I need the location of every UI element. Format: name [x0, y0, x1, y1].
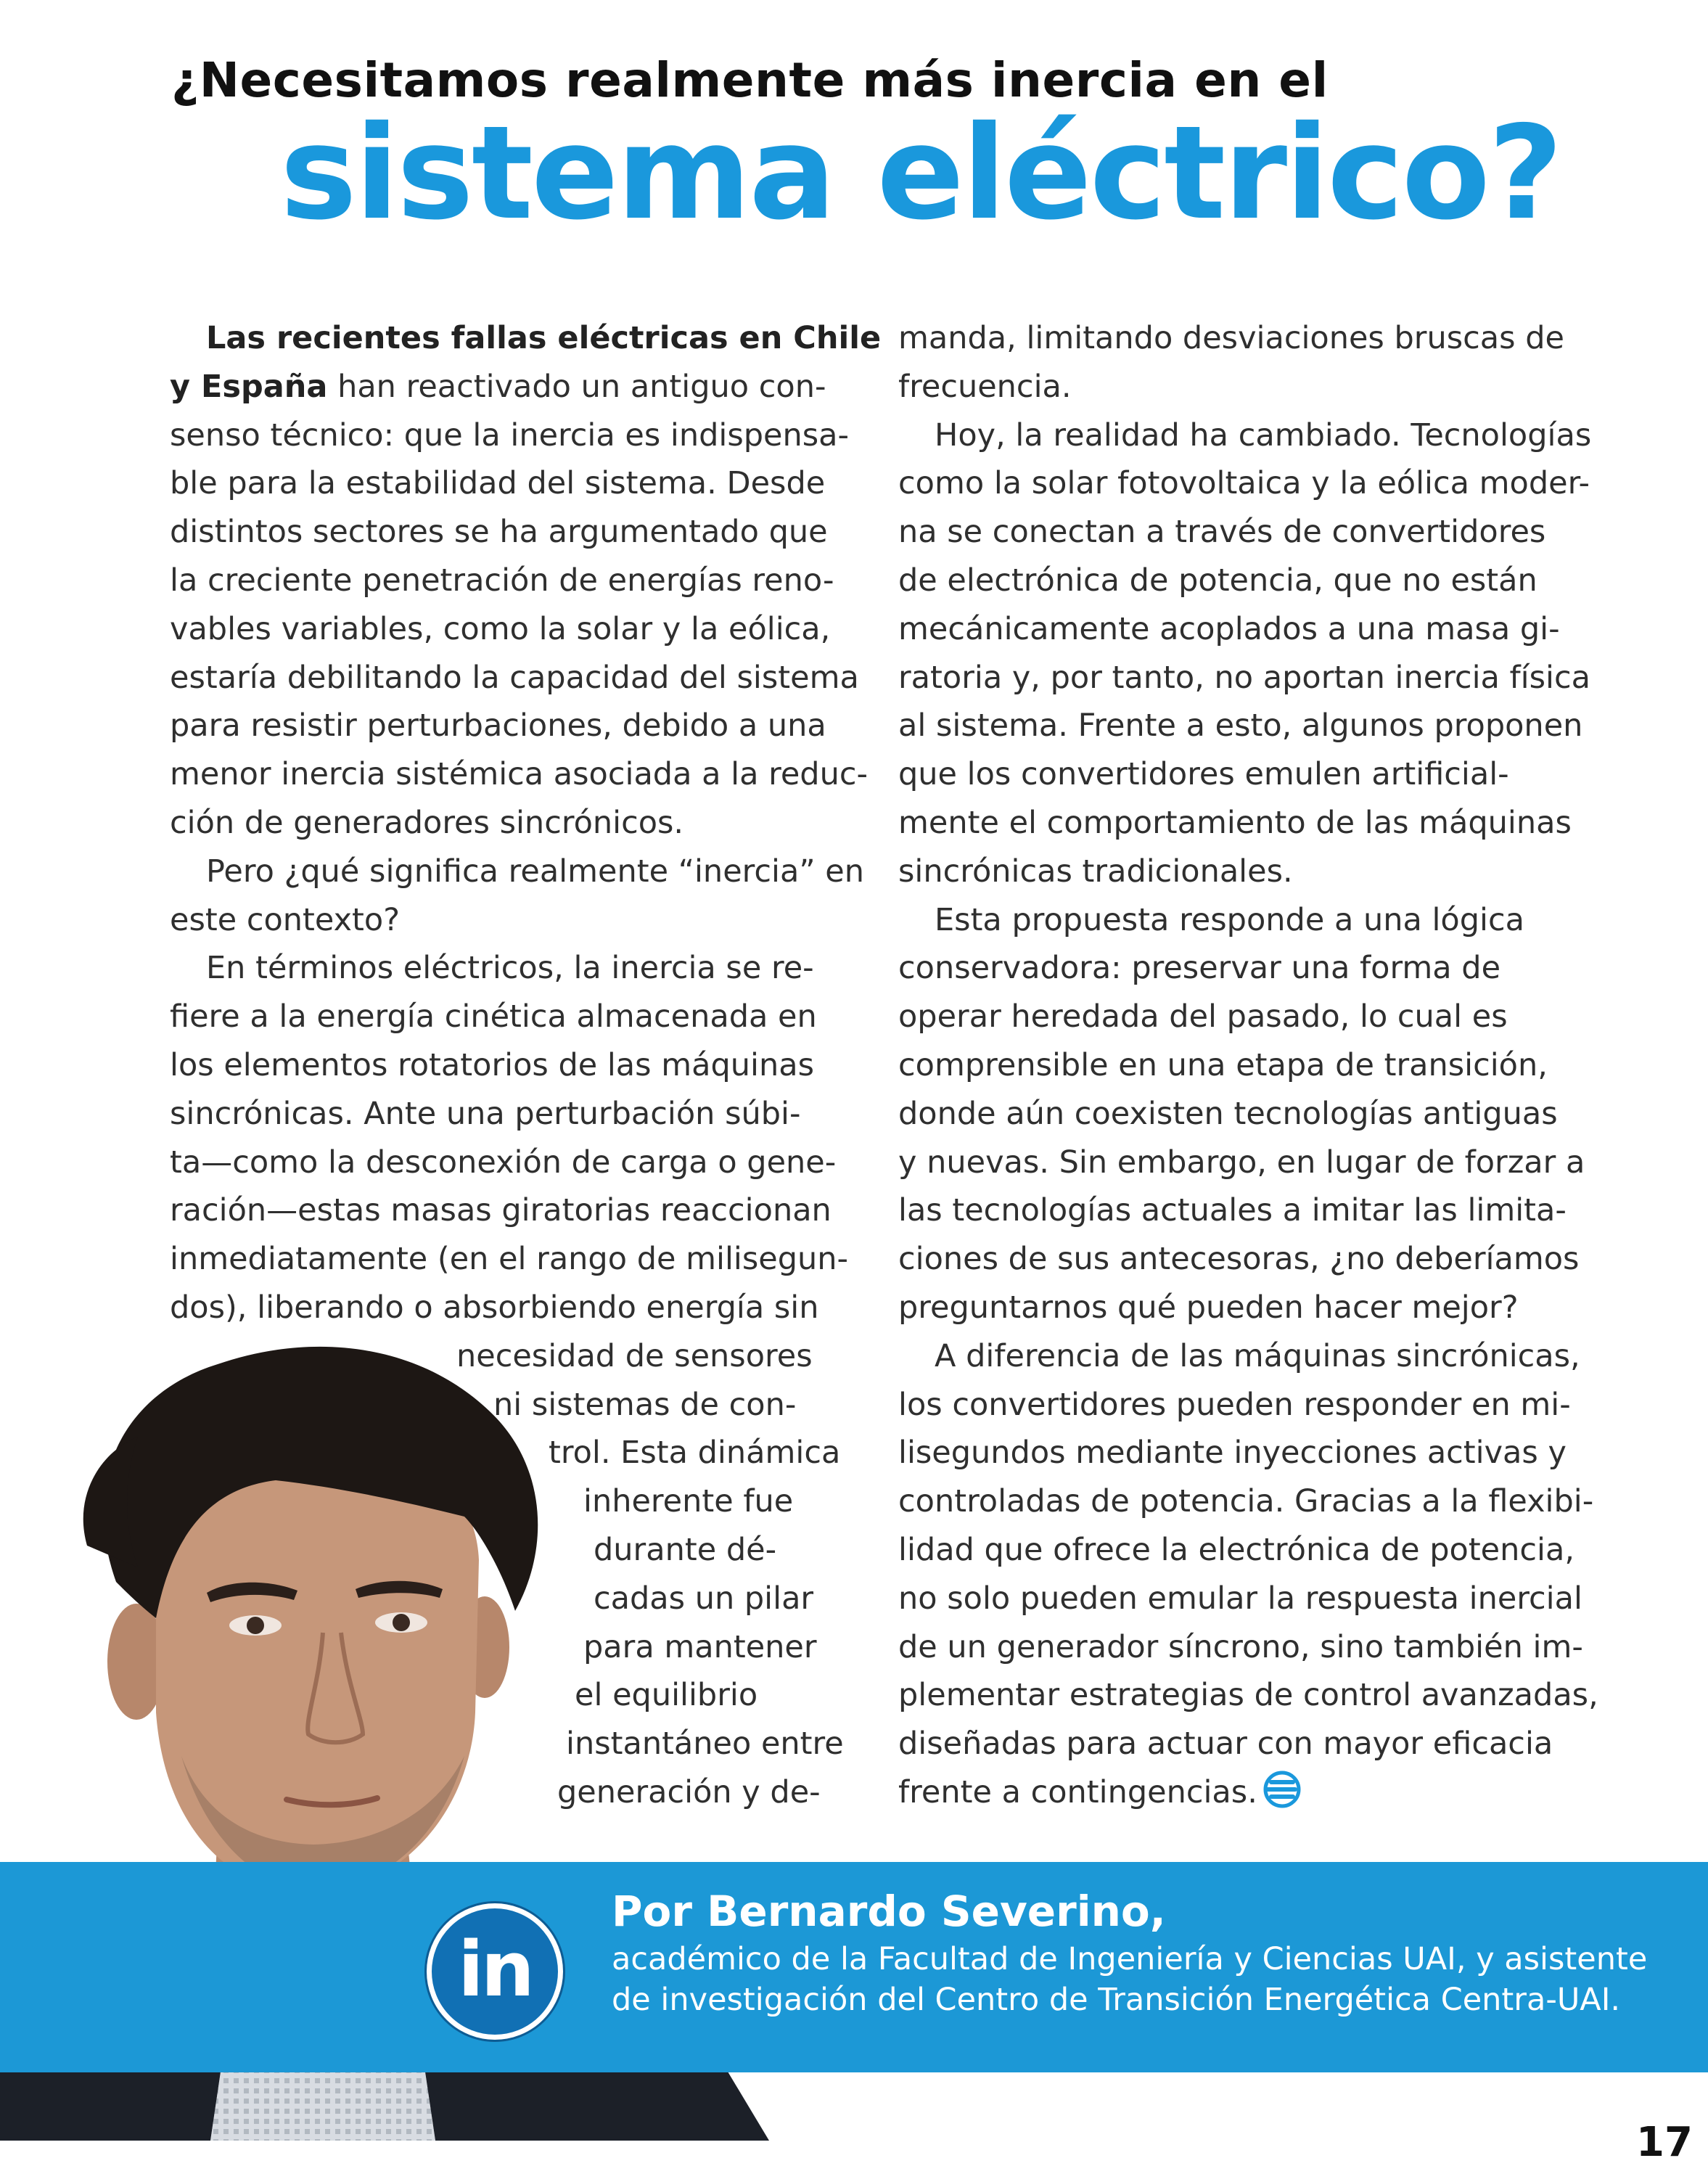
- text-line: vables variables, como la solar y la eólica,: [170, 610, 831, 647]
- text-line: como la solar fotovoltaica y la eólica moder-: [898, 465, 1590, 502]
- text-line: los convertidores pueden responder en mi-: [898, 1386, 1571, 1423]
- headline-top: ¿Necesitamos realmente más inercia en el: [171, 52, 1329, 108]
- text-line: frecuencia.: [898, 368, 1072, 405]
- text-line: han reactivado un antiguo con-: [327, 368, 826, 405]
- author-description-line: académico de la Facultad de Ingeniería y Ciencias UAI, y asistente: [612, 1941, 1648, 1977]
- text-line: trol. Esta dinámica: [549, 1435, 841, 1472]
- text-line: estaría debilitando la capacidad del sistema: [170, 659, 859, 696]
- text-line: para resistir perturbaciones, debido a una: [170, 707, 826, 744]
- text-line: de un generador síncrono, sino también im-: [898, 1628, 1583, 1665]
- text-line: necesidad de sensores: [456, 1337, 813, 1374]
- text-line: ciones de sus antecesoras, ¿no deberíamos: [898, 1241, 1580, 1278]
- text-line: controladas de potencia. Gracias a la flexibi-: [898, 1483, 1594, 1520]
- text-line: la creciente penetración de energías reno-: [170, 562, 834, 599]
- linkedin-icon[interactable]: [427, 1903, 563, 2040]
- text-line: inmediatamente (en el rango de milisegun-: [170, 1241, 849, 1278]
- text-line: y nuevas. Sin embargo, en lugar de forzar a: [898, 1144, 1585, 1181]
- text-line: fiere a la energía cinética almacenada en: [170, 998, 817, 1035]
- lead-bold: Las recientes fallas eléctricas en Chile: [206, 320, 882, 356]
- lead-bold: y España: [170, 368, 328, 405]
- text-line: menor inercia sistémica asociada a la reduc-: [170, 756, 868, 793]
- text-line: para mantener: [583, 1628, 817, 1665]
- text-line: preguntarnos qué pueden hacer mejor?: [898, 1289, 1519, 1326]
- text-line: diseñadas para actuar con mayor eficacia: [898, 1726, 1553, 1763]
- text-line: que los convertidores emulen artificial-: [898, 756, 1509, 793]
- text-line: ción de generadores sincrónicos.: [170, 804, 684, 841]
- text-line: el equilibrio: [575, 1677, 758, 1714]
- text-line: donde aún coexisten tecnologías antiguas: [898, 1095, 1558, 1132]
- text-line: lisegundos mediante inyecciones activas y: [898, 1435, 1567, 1472]
- author-description: [612, 1939, 1647, 2020]
- text-line: no solo pueden emular la respuesta inercial: [898, 1580, 1582, 1617]
- text-line: mente el comportamiento de las máquinas: [898, 804, 1572, 841]
- end-of-article-icon: [1263, 1771, 1301, 1808]
- article-column-right: [898, 314, 1598, 1817]
- author-description-line: de investigación del Centro de Transición Energética Centra-UAI.: [612, 1982, 1621, 2018]
- text-line: generación y de-: [557, 1773, 821, 1810]
- text-line: este contexto?: [170, 901, 401, 938]
- author-name: Por Bernardo Severino,: [612, 1887, 1166, 1936]
- headline-main: sistema eléctrico?: [280, 98, 1561, 248]
- text-line: durante dé-: [594, 1531, 777, 1568]
- text-line: plementar estrategias de control avanzadas,: [898, 1677, 1598, 1714]
- text-line: al sistema. Frente a esto, algunos proponen: [898, 707, 1583, 744]
- text-line: inherente fue: [583, 1483, 794, 1520]
- linkedin-label: in: [458, 1925, 532, 2014]
- text-line: ni sistemas de con-: [493, 1386, 797, 1423]
- text-line: ratoria y, por tanto, no aportan inercia física: [898, 659, 1590, 696]
- text-line: A diferencia de las máquinas sincrónicas,: [935, 1337, 1580, 1374]
- text-line: manda, limitando desviaciones bruscas de: [898, 320, 1564, 356]
- text-line: los elementos rotatorios de las máquinas: [170, 1046, 814, 1083]
- text-line: conservadora: preservar una forma de: [898, 950, 1501, 987]
- text-line: dos), liberando o absorbiendo energía sin: [170, 1289, 819, 1326]
- text-line: sincrónicas. Ante una perturbación súbi-: [170, 1095, 801, 1132]
- text-line: frente a contingencias.: [898, 1773, 1257, 1810]
- text-line: Pero ¿qué significa realmente “inercia” en: [206, 853, 864, 890]
- text-line: na se conectan a través de convertidores: [898, 514, 1546, 551]
- text-line: de electrónica de potencia, que no están: [898, 562, 1537, 599]
- text-line: En términos eléctricos, la inercia se re-: [206, 950, 814, 987]
- text-line: Hoy, la realidad ha cambiado. Tecnologías: [935, 417, 1592, 454]
- text-line: las tecnologías actuales a imitar las limita-: [898, 1192, 1567, 1229]
- text-line: Esta propuesta responde a una lógica: [935, 901, 1524, 938]
- text-line: mecánicamente acoplados a una masa gi-: [898, 610, 1560, 647]
- text-line: lidad que ofrece la electrónica de potencia,: [898, 1531, 1574, 1568]
- text-line: operar heredada del pasado, lo cual es: [898, 998, 1508, 1035]
- text-line: comprensible en una etapa de transición,: [898, 1046, 1548, 1083]
- page-number: 17: [1636, 2119, 1693, 2166]
- text-line: cadas un pilar: [594, 1580, 814, 1617]
- text-line: ración—estas masas giratorias reaccionan: [170, 1192, 832, 1229]
- text-line: ta—como la desconexión de carga o gene-: [170, 1144, 837, 1181]
- text-line: senso técnico: que la inercia es indispensa-: [170, 417, 850, 454]
- text-line: distintos sectores se ha argumentado que: [170, 514, 828, 551]
- text-line: ble para la estabilidad del sistema. Desde: [170, 465, 826, 502]
- text-line: sincrónicas tradicionales.: [898, 853, 1293, 890]
- text-line: instantáneo entre: [566, 1726, 844, 1763]
